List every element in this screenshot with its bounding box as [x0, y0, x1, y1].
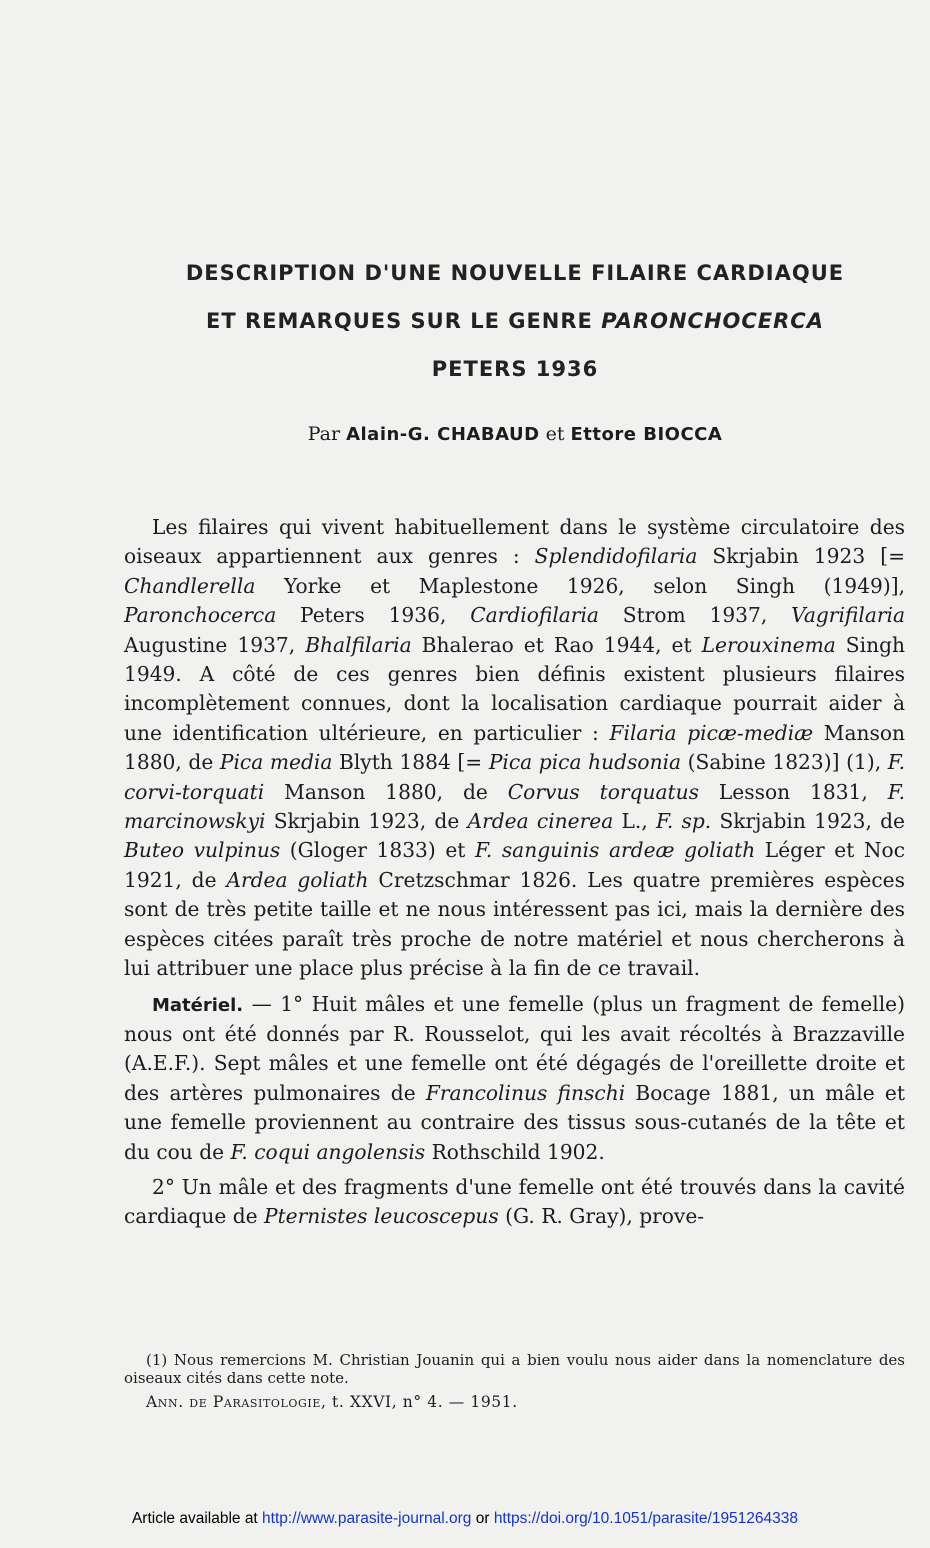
materiel-paragraph: [124, 990, 905, 1167]
taxon-name: Splendidofilaria: [534, 544, 698, 569]
title-line-1: DESCRIPTION D'UNE NOUVELLE FILAIRE CARDIAQUE: [185, 261, 845, 285]
text-run: Les filaires qui vivent habituellement dans le système circulatoire des oiseaux appartiennent aux genres :: [124, 515, 905, 569]
text-run: (Gloger 1833) et: [280, 838, 475, 863]
section-heading-materiel: Matériel.: [152, 994, 244, 1016]
taxon-name: Bhalfilaria: [305, 632, 412, 657]
taxon-name: F. coqui angolensis: [230, 1139, 426, 1164]
text-run: (G. R. Gray), prove-: [498, 1204, 705, 1229]
taxon-name: Pternistes leucoscepus: [263, 1204, 499, 1229]
journal-reference: [146, 1392, 518, 1412]
text-run: Bhalerao et Rao 1944, et: [411, 632, 702, 657]
text-run: — 1° Huit mâles et une femelle (plus un fragment de femelle) nous ont été donnés par R. Rousselot, qui les avait récoltés à Brazzaville (A.E.F.). Sept mâles et une femelle ont été dégagés de l'oreillette droite et des artères pulmonaires de: [124, 991, 905, 1105]
byline-par: Par: [307, 423, 341, 445]
text-run: Skrjabin 1923, de: [265, 809, 468, 834]
title-genus: PARONCHOCERCA: [601, 309, 824, 333]
text-run: Cretzschmar 1826. Les quatre premières espèces sont de très petite taille et ne nous intéressent pas ici, mais la dernière des espèces citées paraît très proche de notre matériel et nous chercherons à lui attribuer une place plus précise à la fin de ce travail.: [124, 867, 905, 981]
text-run: Skrjabin 1923 [=: [697, 544, 905, 569]
taxon-name: Cardiofilaria: [470, 603, 599, 628]
taxon-name: F. sanguinis ardeæ goliath: [474, 838, 756, 863]
taxon-name: F. corvi-torquati: [124, 750, 906, 804]
text-run: Manson 1880, de: [124, 720, 905, 775]
taxon-name: Corvus torquatus: [507, 779, 699, 804]
author-2: Ettore BIOCCA: [570, 424, 723, 445]
title-line-3: PETERS 1936: [431, 357, 599, 381]
taxon-name: Pica pica hudsonia: [488, 750, 682, 775]
text-run: Singh 1949. A côté de ces genres bien définis existent plusieurs filaires incomplètement connues, dont la localisation cardiaque pourrait aider à une identification ultérieure, en particulier :: [124, 632, 905, 745]
journal-website-link[interactable]: http://www.parasite-journal.org: [262, 1510, 472, 1527]
text-run: Blyth 1884 [=: [332, 750, 489, 775]
byline: [100, 421, 930, 448]
article-body: [124, 513, 905, 1232]
taxon-name: F. marcinowskyi: [124, 779, 905, 834]
taxon-name: Filaria picæ-mediæ: [609, 720, 814, 745]
taxon-name: Ardea cinerea: [467, 809, 614, 834]
author-1: Alain-G. CHABAUD: [346, 424, 540, 445]
title-line-2: [100, 306, 930, 336]
footnote: (1) Nous remercions M. Christian Jouanin qui a bien voulu nous aider dans la nomenclature des oiseaux cités dans cette note.: [124, 1351, 905, 1387]
taxon-name: Buteo vulpinus: [124, 838, 281, 863]
journal-name: Ann. de Parasitologie: [146, 1393, 321, 1411]
article-availability: [0, 1510, 930, 1528]
doi-link[interactable]: https://doi.org/10.1051/parasite/1951264338: [493, 1510, 799, 1527]
taxon-name: Ardea goliath: [226, 867, 369, 892]
taxon-name: F. sp.: [655, 809, 712, 834]
taxon-name: Chandlerella: [124, 573, 256, 598]
article-link-prefix: Article available at: [131, 1510, 263, 1527]
text-run: Lesson 1831,: [698, 779, 888, 804]
text-run: Peters 1936,: [276, 603, 471, 628]
text-run: Yorke et Maplestone 1926, selon Singh (1949)],: [255, 573, 905, 598]
taxon-name: Lerouxinema: [701, 632, 836, 657]
taxon-name: Francolinus finschi: [425, 1080, 626, 1105]
text-run: 2° Un mâle et des fragments d'une femelle ont été trouvés dans la cavité cardiaque de: [124, 1174, 905, 1229]
byline-et: et: [545, 423, 565, 445]
taxon-name: Pica media: [219, 750, 333, 775]
text-run: (Sabine 1823)] (1),: [681, 750, 888, 775]
taxon-name: Vagrifilaria: [791, 603, 905, 628]
text-run: Strom 1937,: [598, 603, 792, 628]
second-paragraph: [124, 1173, 905, 1232]
text-run: L.,: [613, 809, 656, 834]
text-run: Rothschild 1902.: [425, 1139, 605, 1164]
taxon-name: Paronchocerca: [124, 603, 277, 628]
intro-paragraph: [124, 513, 905, 984]
article-link-or: or: [471, 1510, 494, 1527]
text-run: Augustine 1937,: [124, 632, 306, 657]
text-run: Léger et Noc 1921, de: [124, 838, 906, 892]
text-run: Manson 1880, de: [264, 779, 508, 804]
text-run: Bocage 1881, un mâle et une femelle proviennent au contraire des tissus sous-cutanés de la tête et du cou de: [124, 1080, 905, 1164]
text-run: Skrjabin 1923, de: [711, 809, 906, 834]
title-line-2-text: ET REMARQUES SUR LE GENRE: [206, 309, 602, 333]
article-title: [100, 258, 930, 402]
journal-issue: , t. XXVI, n° 4. — 1951.: [321, 1393, 518, 1411]
